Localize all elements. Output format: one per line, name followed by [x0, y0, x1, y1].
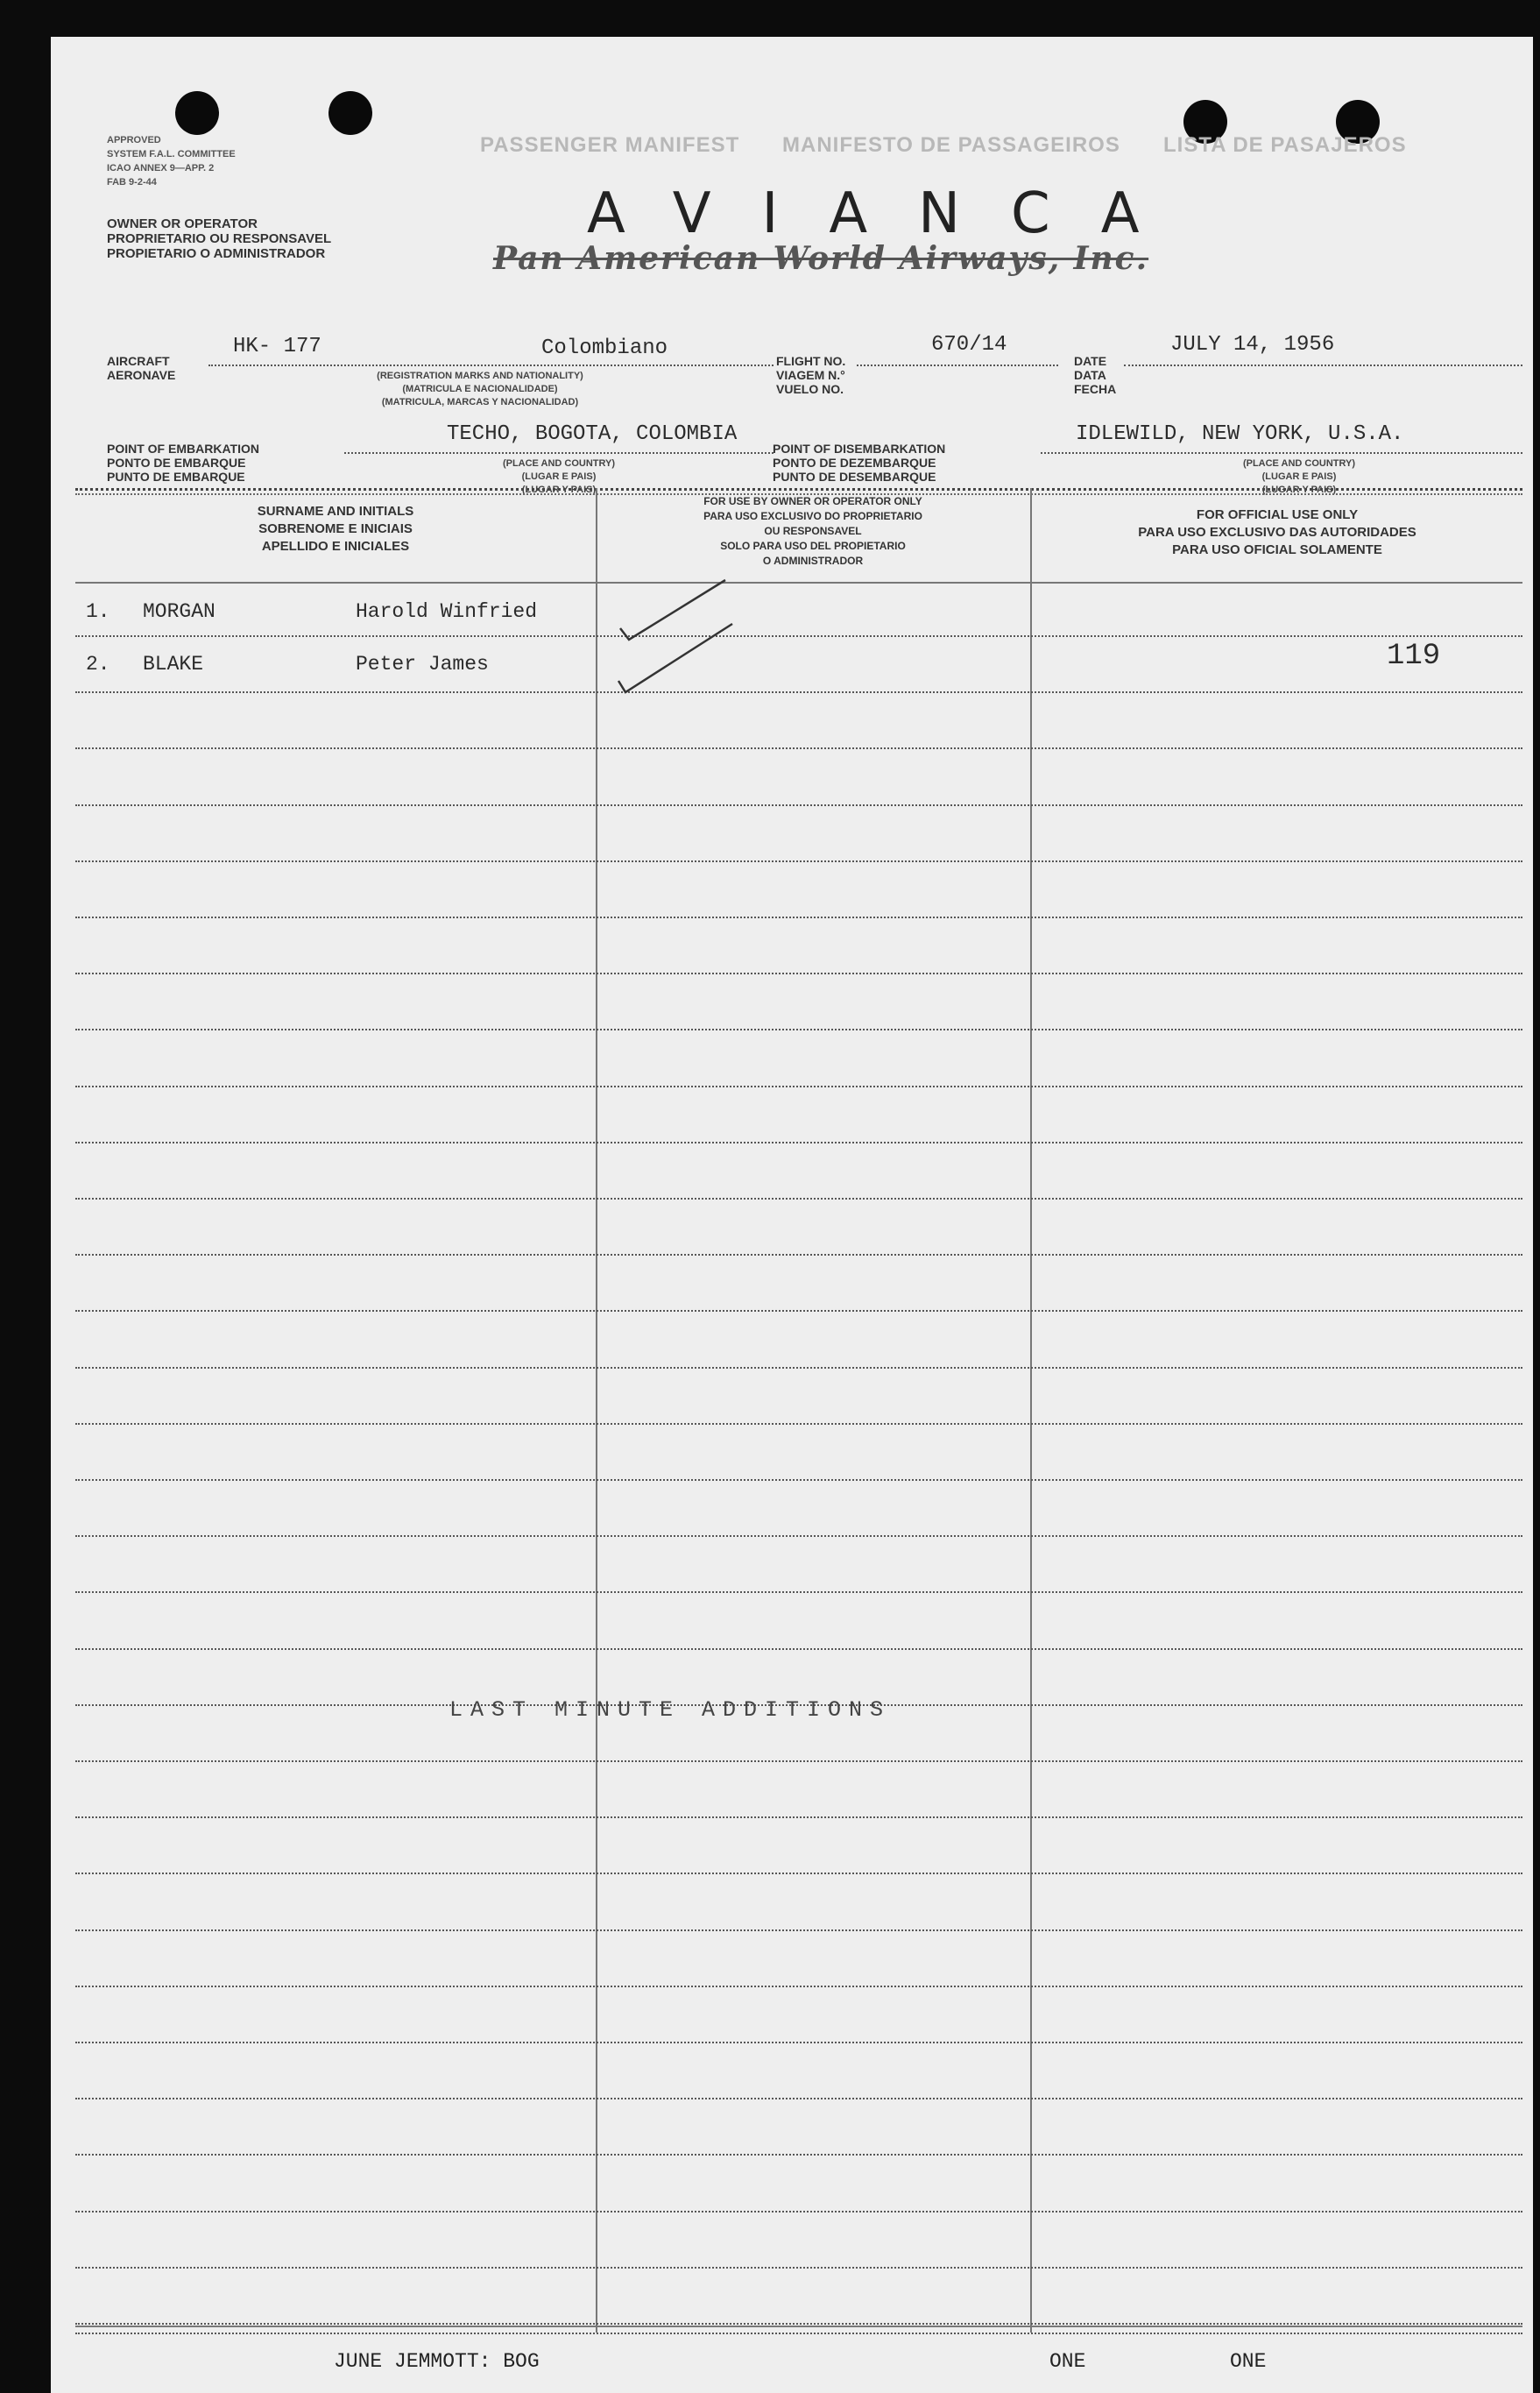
- embarkation-place: TECHO, BOGOTA, COLOMBIA: [447, 422, 738, 446]
- row-rule: [75, 691, 1522, 693]
- flight-number: 670/14: [931, 333, 1007, 357]
- embarkation-line: [344, 452, 774, 454]
- disembarkation-label: POINT OF DISEMBARKATION PONTO DE DEZEMBARQUE PUNTO DE DESEMBARQUE: [773, 442, 946, 484]
- punch-hole: [175, 91, 219, 135]
- check-mark-icon: [618, 624, 732, 692]
- disembarkation-place: IDLEWILD, NEW YORK, U.S.A.: [1076, 422, 1404, 446]
- row-rule: [75, 2211, 1522, 2212]
- column-header-official-use: FOR OFFICIAL USE ONLY PARA USO EXCLUSIVO DAS AUTORIDADES PARA USO OFICIAL SOLAMENTE: [1138, 507, 1416, 557]
- manifest-sheet: [51, 37, 1533, 2393]
- table-bottom-rule-2: [75, 2333, 1522, 2334]
- title-spanish: LISTA DE PASAJEROS: [1163, 133, 1407, 157]
- disembarkation-line: [1041, 452, 1522, 454]
- passenger-row-2-given-names: Peter James: [356, 653, 489, 676]
- footer-count-b: ONE: [1230, 2350, 1267, 2373]
- row-rule: [75, 1591, 1522, 1593]
- embarkation-label: POINT OF EMBARKATION PONTO DE EMBARQUE PUNTO DE EMBARQUE: [107, 442, 259, 484]
- column-divider: [1030, 488, 1032, 2333]
- row-rule: [75, 1929, 1522, 1931]
- operator-printed-name: Pan American World Airways, Inc.: [493, 240, 1149, 277]
- operator-typed-name: AVIANCA: [587, 181, 1190, 246]
- owner-label: OWNER OR OPERATOR PROPRIETARIO OU RESPONSAVEL PROPIETARIO O ADMINISTRADOR: [107, 216, 332, 261]
- column-header-surname: SURNAME AND INITIALS SOBRENOME E INICIAIS APELLIDO E INICIALES: [257, 504, 414, 554]
- flight-label: FLIGHT NO. VIAGEM N.° VUELO NO.: [776, 354, 846, 396]
- title-english: PASSENGER MANIFEST: [480, 133, 740, 157]
- aircraft-nationality: Colombiano: [541, 336, 668, 360]
- passenger-row-1-number: 1.: [86, 600, 110, 623]
- row-rule: [75, 1535, 1522, 1537]
- row-rule: [75, 2323, 1522, 2325]
- header-bottom-rule: [75, 582, 1522, 584]
- embarkation-sublabel: (PLACE AND COUNTRY) (LUGAR E PAIS) (LUGAR Y PAIS): [502, 458, 616, 495]
- row-rule: [75, 1873, 1522, 1874]
- row-rule: [75, 2267, 1522, 2269]
- row-rule: [75, 1986, 1522, 1987]
- row-rule: [75, 1029, 1522, 1030]
- row-rule: [75, 2042, 1522, 2043]
- row-rule: [75, 747, 1522, 749]
- row-rule: [75, 1367, 1522, 1369]
- aircraft-registration: HK- 177: [233, 335, 321, 358]
- row-rule: [75, 1479, 1522, 1481]
- approval-note: APPROVED SYSTEM F.A.L. COMMITTEE ICAO ANNEX 9—APP. 2 FAB 9-2-44: [107, 135, 236, 188]
- row-rule: [75, 1760, 1522, 1762]
- table-bottom-rule: [75, 2326, 1522, 2327]
- passenger-row-1-given-names: Harold Winfried: [356, 600, 538, 623]
- row-rule: [75, 973, 1522, 974]
- row-rule: [75, 2098, 1522, 2099]
- footer-count-a: ONE: [1049, 2350, 1086, 2373]
- row-rule: [75, 1198, 1522, 1200]
- last-minute-additions: LAST MINUTE ADDITIONS: [449, 1697, 892, 1723]
- aircraft-sublabel: (REGISTRATION MARKS AND NATIONALITY) (MATRICULA E NACIONALIDADE) (MATRICULA, MARCAS Y NACIONALIDAD): [377, 371, 583, 407]
- aircraft-label: AIRCRAFT AERONAVE: [107, 354, 176, 382]
- title-portuguese: MANIFESTO DE PASSAGEIROS: [782, 133, 1120, 157]
- row-rule: [75, 1423, 1522, 1425]
- row-rule: [75, 2154, 1522, 2156]
- row-rule: [75, 1648, 1522, 1650]
- date-label: DATE DATA FECHA: [1074, 354, 1117, 396]
- date-line: [1124, 365, 1522, 366]
- row-rule: [75, 1142, 1522, 1143]
- row-rule: [75, 804, 1522, 806]
- row-rule: [75, 1086, 1522, 1087]
- column-divider: [596, 488, 597, 2333]
- passenger-row-1-surname: MORGAN: [143, 600, 215, 623]
- row-rule: [75, 1816, 1522, 1818]
- row-rule: [75, 1254, 1522, 1256]
- passenger-row-2-surname: BLAKE: [143, 653, 204, 676]
- row-rule: [75, 860, 1522, 862]
- table-top-rule: [75, 488, 1522, 491]
- punch-hole: [328, 91, 372, 135]
- row-rule: [75, 917, 1522, 918]
- check-marks: [541, 545, 769, 720]
- footer-signature: JUNE JEMMOTT: BOG: [334, 2350, 540, 2373]
- flight-date: JULY 14, 1956: [1170, 333, 1335, 357]
- column-header-operator-use: FOR USE BY OWNER OR OPERATOR ONLY PARA USO EXCLUSIVO DO PROPRIETARIO OU RESPONSAVEL SOLO PARA USO DEL PROPIETARIO O ADMINISTRADOR: [703, 495, 922, 567]
- disembarkation-sublabel: (PLACE AND COUNTRY) (LUGAR E PAIS) (LUGAR Y PAIS): [1242, 458, 1356, 495]
- row-rule: [75, 1310, 1522, 1312]
- check-mark-icon: [620, 580, 725, 640]
- official-entry-row-2: 119: [1387, 640, 1441, 673]
- aircraft-line: [208, 365, 774, 366]
- flight-line: [857, 365, 1058, 366]
- passenger-row-2-number: 2.: [86, 653, 110, 676]
- row-rule: [75, 635, 1522, 637]
